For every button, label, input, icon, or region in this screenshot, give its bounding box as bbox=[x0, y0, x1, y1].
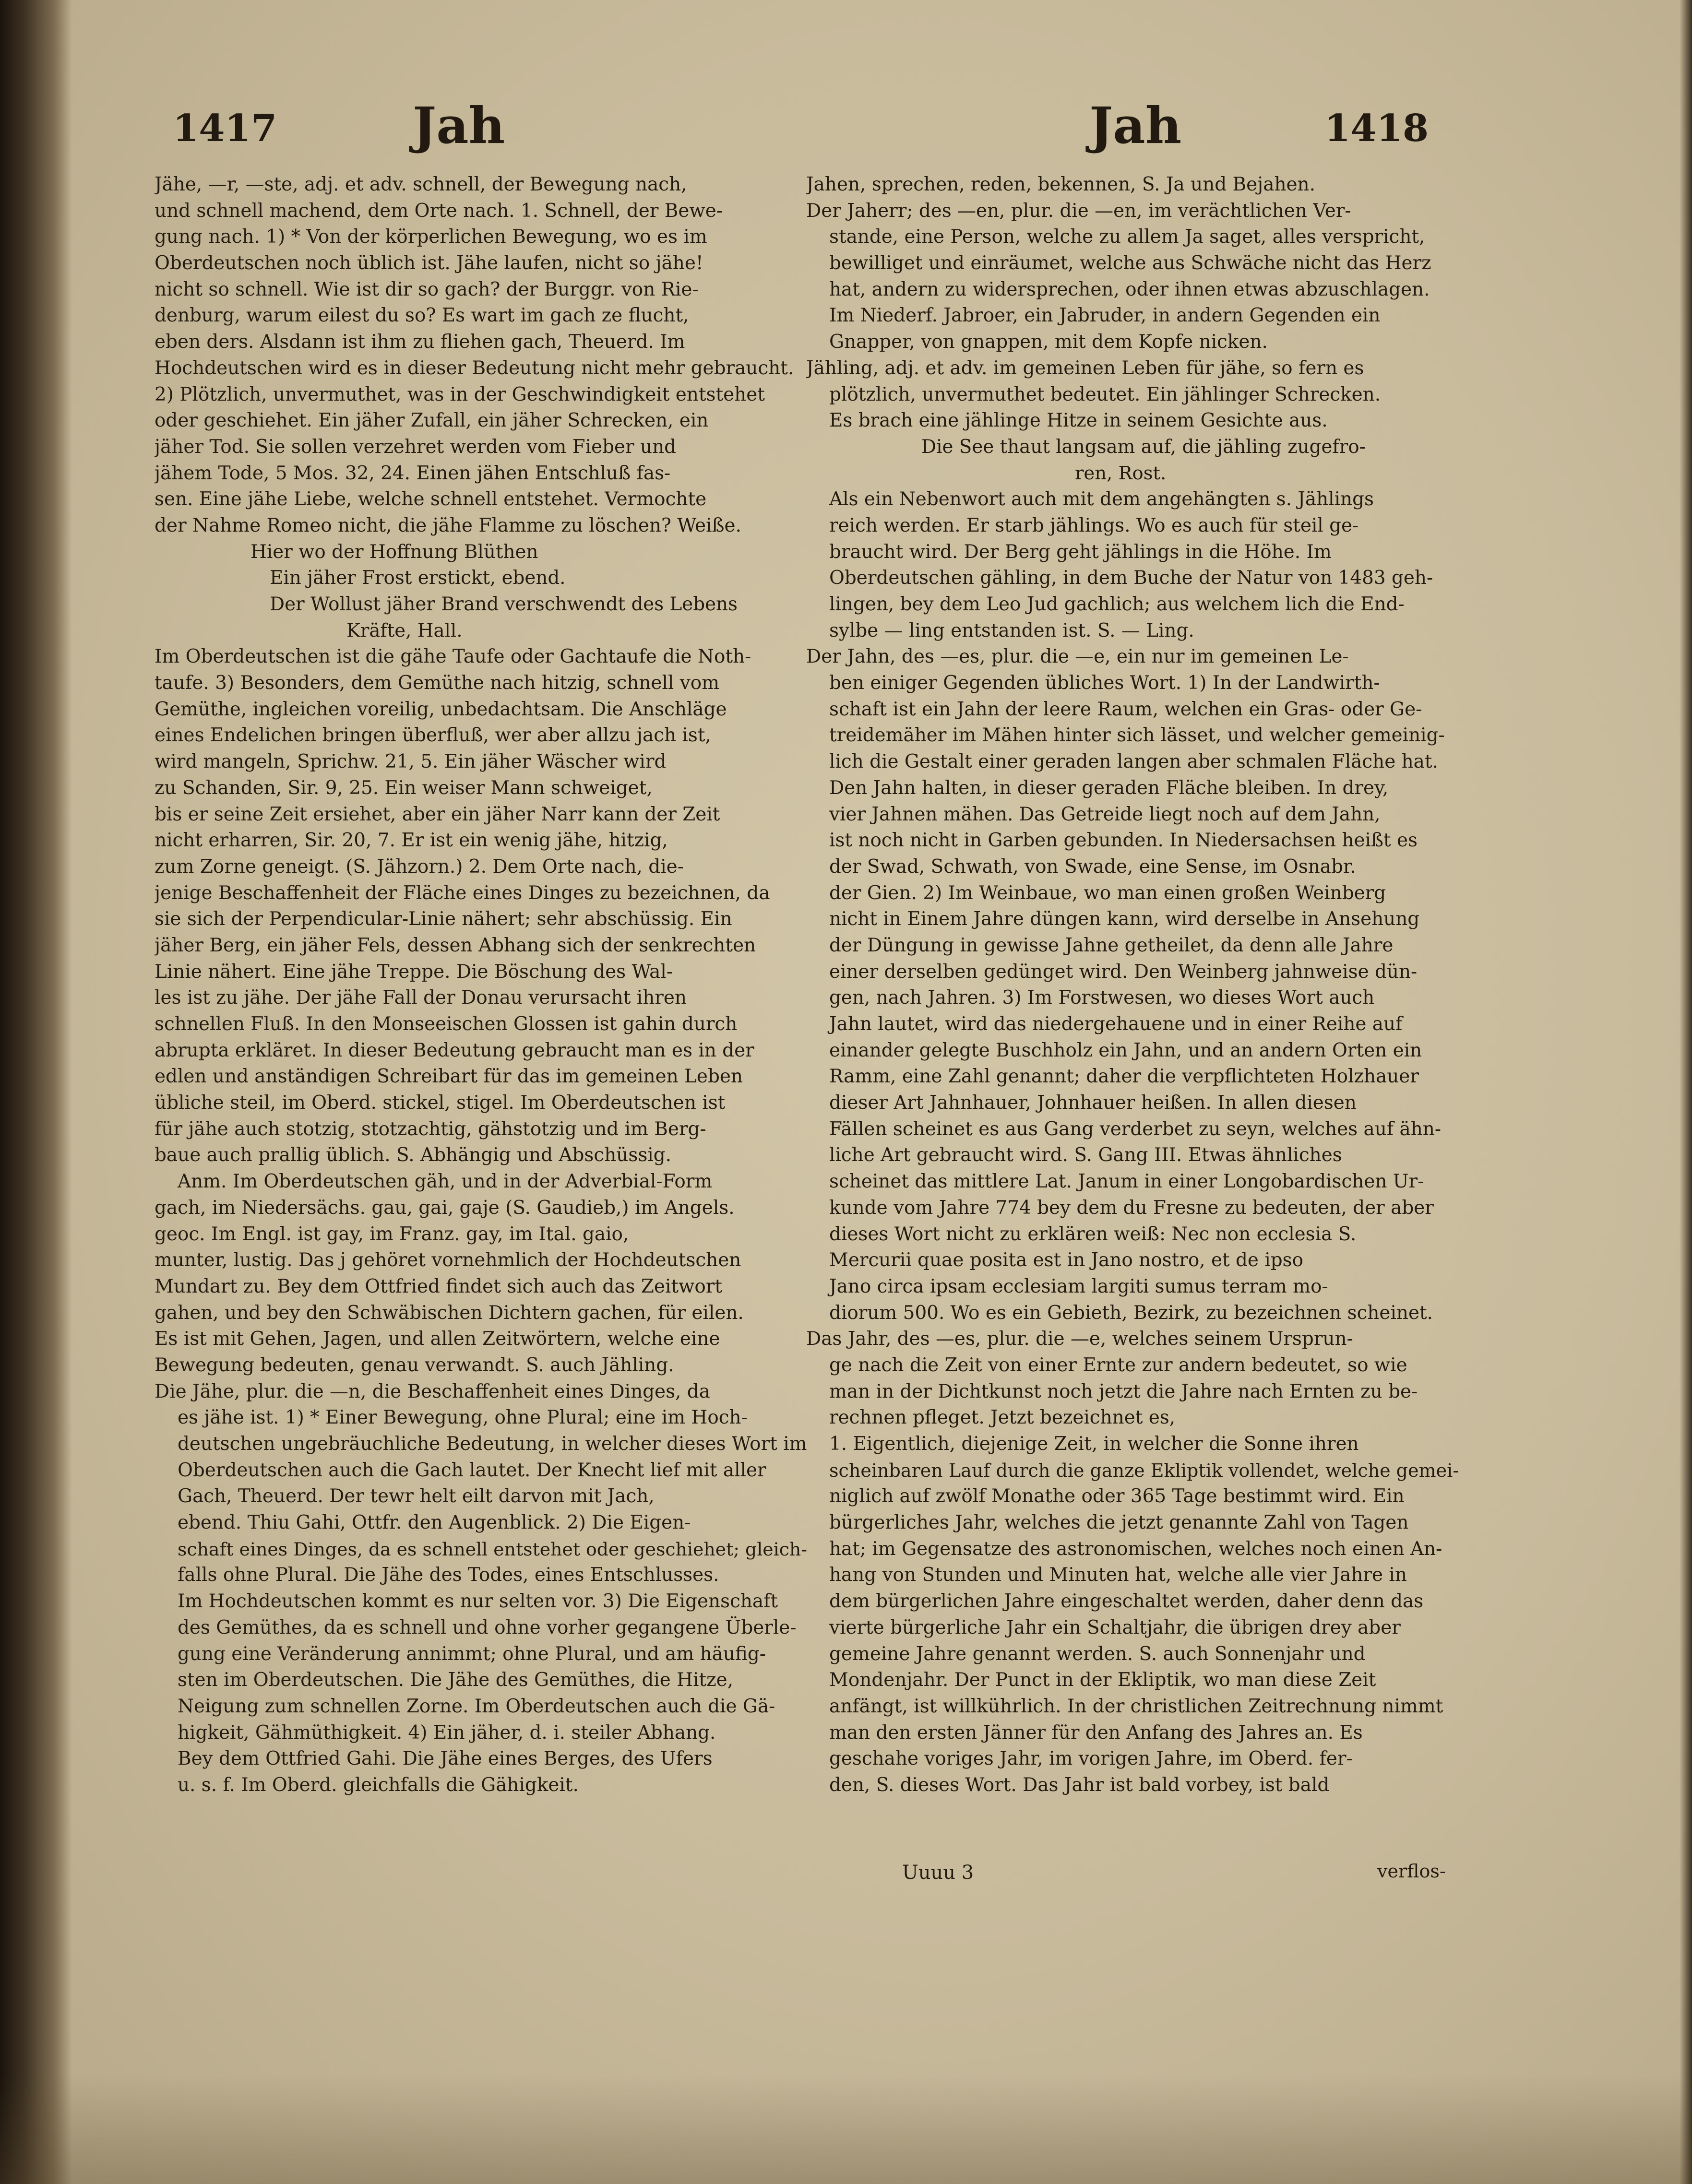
text-line: hat, andern zu widersprechen, oder ihnen etwas abzuschlagen. bbox=[829, 278, 1430, 300]
text-line: einander gelegte Buschholz ein Jahn, und an andern Orten ein bbox=[829, 1039, 1422, 1061]
text-line: bürgerliches Jahr, welches die jetzt genannte Zahl von Tagen bbox=[829, 1512, 1409, 1534]
text-line: diorum 500. Wo es ein Gebieth, Bezirk, zu bezeichnen scheinet. bbox=[829, 1302, 1433, 1324]
verse-line: ren, Rost. bbox=[1075, 462, 1167, 484]
text-line: braucht wird. Der Berg geht jählings in die Höhe. Im bbox=[829, 541, 1332, 563]
text-line: Neigung zum schnellen Zorne. Im Oberdeutschen auch die Gä- bbox=[178, 1695, 775, 1717]
text-line: nicht erharren, Sir. 20, 7. Er ist ein wenig jähe, hitzig, bbox=[155, 830, 668, 852]
text-line: schnellen Fluß. In den Monseeischen Glossen ist gahin durch bbox=[155, 1013, 738, 1035]
text-line: lich die Gestalt einer geraden langen aber schmalen Fläche hat. bbox=[829, 751, 1438, 773]
verse-line: Kräfte, Hall. bbox=[346, 619, 463, 641]
text-line: gen, nach Jahren. 3) Im Forstwesen, wo dieses Wort auch bbox=[829, 987, 1375, 1009]
text-line: Jähe, —r, —ste, adj. et adv. schnell, der Bewegung nach, bbox=[155, 174, 687, 195]
text-line: übliche steil, im Oberd. stickel, stigel. Im Oberdeutschen ist bbox=[155, 1092, 726, 1114]
text-line: wird mangeln, Sprichw. 21, 5. Ein jäher Wäscher wird bbox=[155, 751, 667, 773]
text-line: baue auch prallig üblich. S. Abhängig und Abschüssig. bbox=[155, 1144, 672, 1166]
text-column-right bbox=[806, 172, 1468, 1799]
page-number-right: 1418 bbox=[1324, 107, 1429, 150]
text-line: les ist zu jähe. Der jähe Fall der Donau verursacht ihren bbox=[155, 987, 687, 1009]
text-line: Gemüthe, ingleichen voreilig, unbedachtsam. Die Anschläge bbox=[155, 698, 727, 720]
text-line: rechnen pfleget. Jetzt bezeichnet es, bbox=[829, 1407, 1176, 1429]
text-line: dem bürgerlichen Jahre eingeschaltet werden, daher denn das bbox=[829, 1591, 1424, 1613]
text-line: Ramm, eine Zahl genannt; daher die verpflichteten Holzhauer bbox=[829, 1066, 1419, 1088]
text-line: Der Jaherr; des —en, plur. die —en, im verächtlichen Ver- bbox=[806, 200, 1351, 222]
text-line: oder geschiehet. Ein jäher Zufall, ein jäher Schrecken, ein bbox=[155, 410, 709, 432]
text-line: der Düngung in gewisse Jahne getheilet, da denn alle Jahre bbox=[829, 934, 1394, 956]
text-line: Jano circa ipsam ecclesiam largiti sumus terram mo- bbox=[829, 1275, 1328, 1297]
text-line: munter, lustig. Das j gehöret vornehmlich der Hochdeutschen bbox=[155, 1249, 741, 1271]
text-line: higkeit, Gähmüthigkeit. 4) Ein jäher, d. i. steiler Abhang. bbox=[178, 1721, 716, 1744]
text-line: gahen, und bey den Schwäbischen Dichtern gachen, für eilen. bbox=[155, 1302, 744, 1324]
text-line: Gnapper, von gnappen, mit dem Kopfe nicken. bbox=[829, 331, 1268, 353]
text-line: Anm. Im Oberdeutschen gäh, und in der Adverbial-Form bbox=[178, 1171, 713, 1193]
text-column-left bbox=[155, 172, 817, 1825]
text-line: den, S. dieses Wort. Das Jahr ist bald vorbey, ist bald bbox=[829, 1774, 1330, 1796]
running-head-right: Jah bbox=[1089, 96, 1182, 155]
text-line: Oberdeutschen auch die Gach lautet. Der Knecht lief mit aller bbox=[178, 1459, 766, 1481]
text-line: Es ist mit Gehen, Jagen, und allen Zeitwörtern, welche eine bbox=[155, 1328, 720, 1350]
text-line: vierte bürgerliche Jahr ein Schaltjahr, die übrigen drey aber bbox=[829, 1616, 1401, 1638]
text-line: und schnell machend, dem Orte nach. 1. Schnell, der Bewe- bbox=[155, 200, 723, 222]
text-line: Bey dem Ottfried Gahi. Die Jähe eines Berges, des Ufers bbox=[178, 1748, 713, 1770]
text-line: kunde vom Jahre 774 bey dem du Fresne zu bedeuten, der aber bbox=[829, 1197, 1434, 1219]
text-line: denburg, warum eilest du so? Es wart im gach ze flucht, bbox=[155, 305, 689, 327]
text-line: Jähling, adj. et adv. im gemeinen Leben für jähe, so fern es bbox=[806, 357, 1364, 379]
text-line: vier Jahnen mähen. Das Getreide liegt noch auf dem Jahn, bbox=[829, 803, 1381, 825]
text-line: Das Jahr, des —es, plur. die —e, welches seinem Ursprun- bbox=[806, 1328, 1353, 1350]
text-line: Es brach eine jählinge Hitze in seinem Gesichte aus. bbox=[829, 410, 1328, 432]
text-line: jenige Beschaffenheit der Fläche eines Dinges zu bezeichnen, da bbox=[155, 882, 770, 904]
text-line: des Gemüthes, da es schnell und ohne vorher gegangene Überle- bbox=[178, 1616, 797, 1638]
text-line: Oberdeutschen noch üblich ist. Jähe laufen, nicht so jähe! bbox=[155, 252, 703, 274]
catchword: verflos- bbox=[1377, 1861, 1446, 1882]
text-line: Bewegung bedeuten, genau verwandt. S. auch Jähling. bbox=[155, 1354, 674, 1376]
text-line: u. s. f. Im Oberd. gleichfalls die Gähigkeit. bbox=[178, 1774, 579, 1796]
text-line: dieser Art Jahnhauer, Johnhauer heißen. In allen diesen bbox=[829, 1092, 1357, 1114]
text-line: ben einiger Gegenden übliches Wort. 1) In der Landwirth- bbox=[829, 672, 1380, 694]
verse-line: Hier wo der Hoffnung Blüthen bbox=[250, 541, 538, 563]
text-line: jäher Berg, ein jäher Fels, dessen Abhang sich der senkrechten bbox=[155, 934, 756, 956]
text-line: abrupta erkläret. In dieser Bedeutung gebraucht man es in der bbox=[155, 1039, 754, 1061]
text-line: zum Zorne geneigt. (S. Jähzorn.) 2. Dem Orte nach, die- bbox=[155, 855, 684, 878]
text-line: Der Jahn, des —es, plur. die —e, ein nur im gemeinen Le- bbox=[806, 646, 1349, 668]
text-line: gung nach. 1) * Von der körperlichen Bewegung, wo es im bbox=[155, 226, 707, 248]
text-line: ist noch nicht in Garben gebunden. In Niedersachsen heißt es bbox=[829, 830, 1418, 852]
text-line: sylbe — ling entstanden ist. S. — Ling. bbox=[829, 619, 1194, 641]
text-line: man den ersten Jänner für den Anfang des Jahres an. Es bbox=[829, 1721, 1363, 1744]
text-line: eben ders. Alsdann ist ihm zu fliehen gach, Theuerd. Im bbox=[155, 331, 685, 353]
text-line: scheinbaren Lauf durch die ganze Ekliptik vollendet, welche gemei- bbox=[829, 1460, 1459, 1481]
text-line: hang von Stunden und Minuten hat, welche alle vier Jahre in bbox=[829, 1564, 1407, 1586]
verse-line: Ein jäher Frost erstickt, ebend. bbox=[270, 567, 566, 589]
text-line: Hochdeutschen wird es in dieser Bedeutung nicht mehr gebraucht. bbox=[155, 357, 794, 379]
text-line: treidemäher im Mähen hinter sich lässet, und welcher gemeinig- bbox=[829, 724, 1445, 747]
verse-line: Der Wollust jäher Brand verschwendt des Lebens bbox=[270, 593, 738, 615]
text-line: Fällen scheinet es aus Gang verderbet zu seyn, welches auf ähn- bbox=[829, 1118, 1441, 1140]
text-line: bewilliget und einräumet, welche aus Schwäche nicht das Herz bbox=[829, 252, 1431, 274]
book-spine-shadow bbox=[0, 0, 72, 2184]
text-line: bis er seine Zeit ersiehet, aber ein jäher Narr kann der Zeit bbox=[155, 803, 720, 825]
text-line: für jähe auch stotzig, stotzachtig, gähstotzig und im Berg- bbox=[155, 1118, 706, 1140]
text-line: Den Jahn halten, in dieser geraden Fläche bleiben. In drey, bbox=[829, 777, 1389, 799]
text-line: einer derselben gedünget wird. Den Weinberg jahnweise dün- bbox=[829, 961, 1418, 983]
text-line: Im Oberdeutschen ist die gähe Taufe oder Gachtaufe die Noth- bbox=[155, 646, 751, 668]
text-line: 1. Eigentlich, diejenige Zeit, in welcher die Sonne ihren bbox=[829, 1433, 1359, 1455]
text-line: Mercurii quae posita est in Jano nostro, et de ipso bbox=[829, 1249, 1304, 1271]
text-line: Mondenjahr. Der Punct in der Ekliptik, wo man diese Zeit bbox=[829, 1669, 1376, 1691]
text-line: taufe. 3) Besonders, dem Gemüthe nach hitzig, schnell vom bbox=[155, 672, 720, 694]
text-line: niglich auf zwölf Monathe oder 365 Tage bestimmt wird. Ein bbox=[829, 1485, 1405, 1507]
signature-mark: Uuuu 3 bbox=[902, 1862, 974, 1884]
text-line: geoc. Im Engl. ist gay, im Franz. gay, im Ital. gaio, bbox=[155, 1223, 629, 1245]
text-line: falls ohne Plural. Die Jähe des Todes, eines Entschlusses. bbox=[178, 1564, 719, 1586]
text-line: der Nahme Romeo nicht, die jähe Flamme zu löschen? Weiße. bbox=[155, 514, 741, 536]
text-line: scheinet das mittlere Lat. Janum in einer Longobardischen Ur- bbox=[829, 1171, 1424, 1193]
text-line: sie sich der Perpendicular-Linie nähert; sehr abschüssig. Ein bbox=[155, 908, 732, 930]
text-line: plötzlich, unvermuthet bedeutet. Ein jählinger Schrecken. bbox=[829, 383, 1381, 405]
text-line: gemeine Jahre genannt werden. S. auch Sonnenjahr und bbox=[829, 1643, 1366, 1665]
text-line: jähem Tode, 5 Mos. 32, 24. Einen jähen Entschluß fas- bbox=[155, 462, 671, 484]
page-bottom-shade bbox=[0, 2074, 1692, 2184]
text-line: Jahn lautet, wird das niedergehauene und in einer Reihe auf bbox=[829, 1013, 1403, 1035]
text-line: Gach, Theuerd. Der tewr helt eilt darvon mit Jach, bbox=[178, 1485, 655, 1507]
text-line: ge nach die Zeit von einer Ernte zur andern bedeutet, so wie bbox=[829, 1354, 1407, 1376]
text-line bbox=[155, 1799, 817, 1825]
text-line: der Gien. 2) Im Weinbaue, wo man einen großen Weinberg bbox=[829, 882, 1386, 904]
text-line: anfängt, ist willkührlich. In der christlichen Zeitrechnung nimmt bbox=[829, 1695, 1443, 1717]
text-line: 2) Plötzlich, unvermuthet, was in der Geschwindigkeit entstehet bbox=[155, 383, 765, 405]
text-line: Als ein Nebenwort auch mit dem angehängten s. Jählings bbox=[829, 488, 1374, 510]
text-line: hat; im Gegensatze des astronomischen, welches noch einen An- bbox=[829, 1538, 1442, 1560]
text-line: zu Schanden, Sir. 9, 25. Ein weiser Mann schweiget, bbox=[155, 777, 653, 799]
text-line: geschahe voriges Jahr, im vorigen Jahre, im Oberd. fer- bbox=[829, 1748, 1353, 1770]
text-line: jäher Tod. Sie sollen verzehret werden vom Fieber und bbox=[155, 436, 677, 458]
text-line: liche Art gebraucht wird. S. Gang III. Etwas ähnliches bbox=[829, 1144, 1342, 1166]
text-line: gung eine Veränderung annimmt; ohne Plural, und am häufig- bbox=[178, 1643, 766, 1665]
text-line: gach, im Niedersächs. gau, gai, gaje (S. Gaudieb,) im Angels. bbox=[155, 1197, 735, 1219]
text-line: ebend. Thiu Gahi, Ottfr. den Augenblick. 2) Die Eigen- bbox=[178, 1512, 691, 1534]
text-line: der Swad, Schwath, von Swade, eine Sense, im Osnabr. bbox=[829, 855, 1356, 878]
text-line: deutschen ungebräuchliche Bedeutung, in welcher dieses Wort im bbox=[178, 1433, 807, 1455]
text-line: sen. Eine jähe Liebe, welche schnell entstehet. Vermochte bbox=[155, 488, 707, 510]
text-line: dieses Wort nicht zu erklären weiß: Nec non ecclesia S. bbox=[829, 1223, 1357, 1245]
page-edge-shadow bbox=[1680, 0, 1692, 2184]
text-line: lingen, bey dem Leo Jud gachlich; aus welchem lich die End- bbox=[829, 593, 1405, 615]
text-line: Linie nähert. Eine jähe Treppe. Die Böschung des Wal- bbox=[155, 961, 673, 983]
text-line: edlen und anständigen Schreibart für das im gemeinen Leben bbox=[155, 1066, 743, 1088]
text-line: schaft ist ein Jahn der leere Raum, welchen ein Gras- oder Ge- bbox=[829, 698, 1422, 720]
text-line: Im Niederf. Jabroer, ein Jabruder, in andern Gegenden ein bbox=[829, 305, 1381, 327]
text-line: eines Endelichen bringen überfluß, wer aber allzu jach ist, bbox=[155, 724, 711, 747]
text-line: Mundart zu. Bey dem Ottfried findet sich auch das Zeitwort bbox=[155, 1275, 723, 1297]
text-line: Jahen, sprechen, reden, bekennen, S. Ja und Bejahen. bbox=[806, 174, 1315, 195]
running-head-left: Jah bbox=[413, 96, 505, 155]
text-line: man in der Dichtkunst noch jetzt die Jahre nach Ernten zu be- bbox=[829, 1380, 1418, 1402]
text-line: Oberdeutschen gähling, in dem Buche der Natur von 1483 geh- bbox=[829, 567, 1433, 589]
text-line: es jähe ist. 1) * Einer Bewegung, ohne Plural; eine im Hoch- bbox=[178, 1407, 748, 1429]
text-line: sten im Oberdeutschen. Die Jähe des Gemüthes, die Hitze, bbox=[178, 1669, 734, 1691]
text-line: nicht in Einem Jahre düngen kann, wird derselbe in Ansehung bbox=[829, 908, 1420, 930]
text-line: Die Jähe, plur. die —n, die Beschaffenheit eines Dinges, da bbox=[155, 1380, 710, 1402]
text-line: stande, eine Person, welche zu allem Ja saget, alles verspricht, bbox=[829, 226, 1425, 248]
text-line: Im Hochdeutschen kommt es nur selten vor. 3) Die Eigenschaft bbox=[178, 1591, 778, 1613]
page-number-left: 1417 bbox=[173, 107, 277, 150]
text-line: nicht so schnell. Wie ist dir so gach? der Burggr. von Rie- bbox=[155, 278, 699, 300]
verse-line: Die See thaut langsam auf, die jähling zugefro- bbox=[921, 436, 1366, 458]
text-line: reich werden. Er starb jählings. Wo es auch für steil ge- bbox=[829, 514, 1359, 536]
text-line: schaft eines Dinges, da es schnell entstehet oder geschiehet; gleich- bbox=[178, 1538, 808, 1560]
